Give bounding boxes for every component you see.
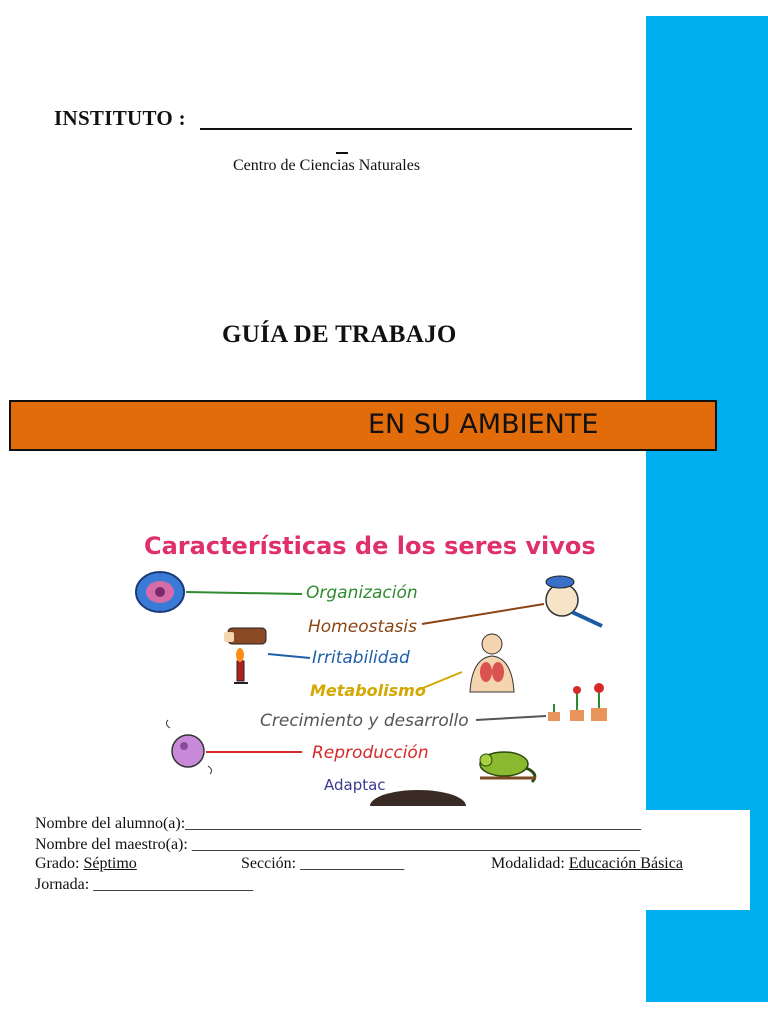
topic-banner <box>9 400 717 451</box>
institute-label: INSTITUTO : <box>54 106 186 130</box>
cell-icon <box>136 572 184 612</box>
modality-field <box>491 855 683 873</box>
banner-text: EN SU AMBIENTE <box>368 409 599 440</box>
center-name: Centro de Ciencias Naturales <box>233 157 421 174</box>
student-info-form <box>28 810 750 910</box>
modality-label: Modalidad: <box>491 855 565 872</box>
label-reproduccion: Reproducción <box>312 743 429 763</box>
guide-title: GUÍA DE TRABAJO <box>222 321 457 348</box>
teacher-name-row <box>35 836 640 854</box>
section-label: Sección: <box>241 855 297 872</box>
label-metabolismo: Metabolismo <box>310 681 426 700</box>
institute-line-dash <box>336 152 348 154</box>
section-blank[interactable]: _____________ <box>300 855 405 872</box>
label-homeostasis: Homeostasis <box>308 617 417 637</box>
student-name-blank[interactable]: _________________________________________________________ <box>185 815 642 832</box>
living-beings-infographic <box>100 516 642 806</box>
label-irritabilidad: Irritabilidad <box>312 648 410 668</box>
grade-label: Grado: <box>35 855 80 872</box>
section-field <box>241 855 404 873</box>
shift-label: Jornada: <box>35 876 90 893</box>
teacher-name-blank[interactable]: ________________________________________________________ <box>191 836 640 853</box>
student-name-label: Nombre del alumno(a): <box>35 815 186 832</box>
label-crecimiento: Crecimiento y desarrollo <box>260 711 469 731</box>
student-name-row <box>35 815 641 833</box>
shift-blank[interactable]: ____________________ <box>93 876 254 893</box>
grade-field <box>35 855 137 873</box>
hand-icon <box>224 628 266 644</box>
grade-value: Séptimo <box>83 855 137 872</box>
infographic-title: Características de los seres vivos <box>144 532 596 560</box>
modality-value: Educación Básica <box>568 855 683 872</box>
institute-name-line <box>200 128 632 130</box>
teacher-name-label: Nombre del maestro(a): <box>35 836 188 853</box>
label-organizacion: Organización <box>306 583 418 603</box>
label-adaptacion: Adaptac <box>324 776 386 794</box>
shift-row <box>35 876 253 894</box>
